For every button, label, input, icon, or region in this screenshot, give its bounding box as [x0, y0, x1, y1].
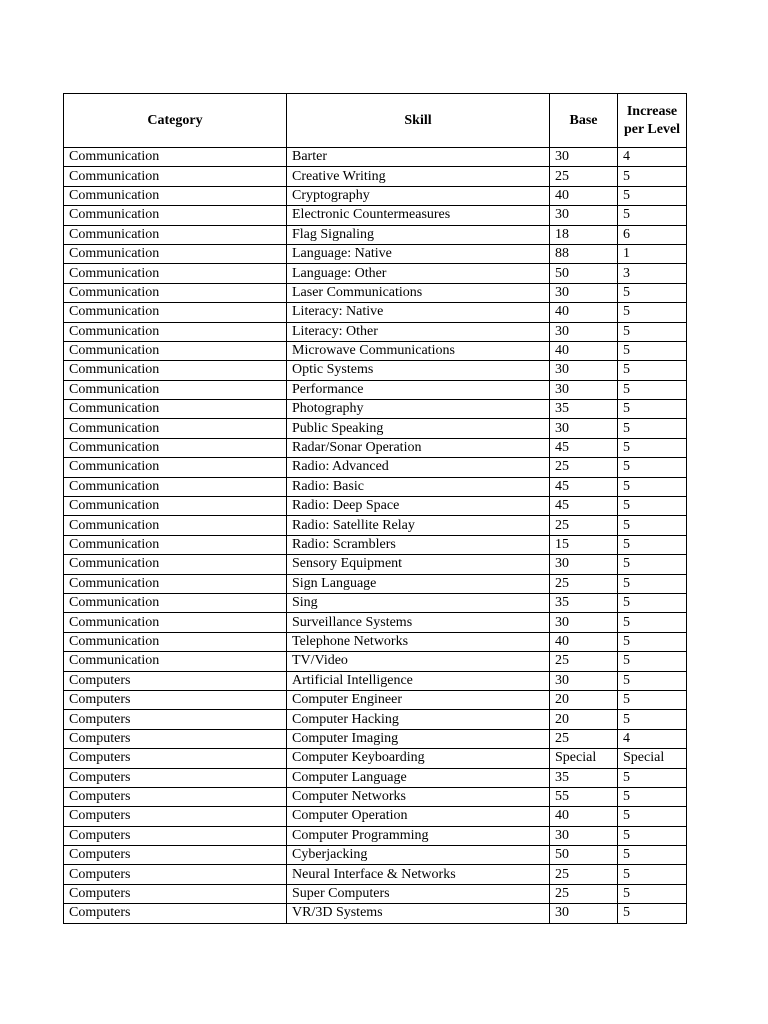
- cell-category: Computers: [64, 671, 287, 690]
- cell-category: Communication: [64, 438, 287, 457]
- cell-skill: Computer Networks: [287, 787, 550, 806]
- table-row: [64, 400, 687, 419]
- cell-increase: 5: [618, 652, 687, 671]
- cell-base: 25: [550, 167, 618, 186]
- cell-skill: Computer Engineer: [287, 690, 550, 709]
- cell-skill: TV/Video: [287, 652, 550, 671]
- cell-category: Communication: [64, 341, 287, 360]
- cell-increase: 5: [618, 167, 687, 186]
- cell-base: 45: [550, 438, 618, 457]
- cell-increase: Special: [618, 749, 687, 768]
- header-increase-per-level: Increase per Level: [618, 94, 687, 148]
- cell-category: Communication: [64, 516, 287, 535]
- table-row: [64, 826, 687, 845]
- cell-base: 30: [550, 671, 618, 690]
- cell-category: Computers: [64, 884, 287, 903]
- cell-category: Communication: [64, 206, 287, 225]
- cell-category: Communication: [64, 555, 287, 574]
- cell-increase: 5: [618, 322, 687, 341]
- cell-category: Communication: [64, 477, 287, 496]
- cell-increase: 5: [618, 186, 687, 205]
- table-row: [64, 322, 687, 341]
- cell-category: Communication: [64, 574, 287, 593]
- cell-category: Communication: [64, 167, 287, 186]
- table-row: [64, 904, 687, 923]
- cell-base: 30: [550, 380, 618, 399]
- cell-base: 18: [550, 225, 618, 244]
- cell-category: Computers: [64, 690, 287, 709]
- cell-increase: 4: [618, 729, 687, 748]
- cell-category: Communication: [64, 593, 287, 612]
- cell-category: Computers: [64, 865, 287, 884]
- cell-skill: Computer Imaging: [287, 729, 550, 748]
- table-row: [64, 497, 687, 516]
- cell-skill: Laser Communications: [287, 283, 550, 302]
- table-row: [64, 148, 687, 167]
- cell-skill: Telephone Networks: [287, 632, 550, 651]
- table-row: [64, 341, 687, 360]
- table-row: [64, 865, 687, 884]
- table-row: [64, 729, 687, 748]
- cell-skill: Computer Programming: [287, 826, 550, 845]
- cell-skill: Super Computers: [287, 884, 550, 903]
- cell-skill: Sensory Equipment: [287, 555, 550, 574]
- cell-category: Communication: [64, 380, 287, 399]
- cell-category: Communication: [64, 497, 287, 516]
- cell-base: 30: [550, 322, 618, 341]
- cell-base: 25: [550, 652, 618, 671]
- cell-skill: Microwave Communications: [287, 341, 550, 360]
- cell-increase: 5: [618, 690, 687, 709]
- table-header: [64, 94, 687, 148]
- cell-base: 25: [550, 458, 618, 477]
- table-row: [64, 303, 687, 322]
- cell-base: 30: [550, 148, 618, 167]
- cell-increase: 5: [618, 884, 687, 903]
- header-base: Base: [550, 94, 618, 148]
- cell-skill: Flag Signaling: [287, 225, 550, 244]
- cell-base: 40: [550, 807, 618, 826]
- header-skill: Skill: [287, 94, 550, 148]
- table-row: [64, 477, 687, 496]
- table-row: [64, 186, 687, 205]
- cell-base: Special: [550, 749, 618, 768]
- cell-category: Computers: [64, 768, 287, 787]
- table-row: [64, 419, 687, 438]
- table-row: [64, 632, 687, 651]
- table-row: [64, 846, 687, 865]
- cell-base: 30: [550, 419, 618, 438]
- cell-skill: Photography: [287, 400, 550, 419]
- table-row: [64, 884, 687, 903]
- cell-base: 25: [550, 865, 618, 884]
- cell-skill: Literacy: Other: [287, 322, 550, 341]
- cell-skill: Radio: Satellite Relay: [287, 516, 550, 535]
- cell-increase: 5: [618, 593, 687, 612]
- cell-increase: 1: [618, 244, 687, 263]
- cell-base: 25: [550, 884, 618, 903]
- cell-category: Computers: [64, 729, 287, 748]
- table-row: [64, 438, 687, 457]
- cell-category: Computers: [64, 749, 287, 768]
- cell-skill: Cyberjacking: [287, 846, 550, 865]
- cell-skill: Public Speaking: [287, 419, 550, 438]
- cell-increase: 4: [618, 148, 687, 167]
- cell-skill: Radio: Advanced: [287, 458, 550, 477]
- table-row: [64, 458, 687, 477]
- cell-skill: Computer Operation: [287, 807, 550, 826]
- cell-base: 30: [550, 904, 618, 923]
- cell-increase: 5: [618, 419, 687, 438]
- cell-increase: 5: [618, 516, 687, 535]
- cell-skill: Neural Interface & Networks: [287, 865, 550, 884]
- cell-category: Communication: [64, 322, 287, 341]
- cell-category: Communication: [64, 361, 287, 380]
- cell-increase: 5: [618, 283, 687, 302]
- cell-category: Communication: [64, 458, 287, 477]
- table-body: [64, 148, 687, 924]
- table-row: [64, 535, 687, 554]
- cell-category: Computers: [64, 710, 287, 729]
- cell-base: 88: [550, 244, 618, 263]
- cell-increase: 5: [618, 555, 687, 574]
- table-row: [64, 787, 687, 806]
- cell-base: 40: [550, 632, 618, 651]
- cell-category: Communication: [64, 632, 287, 651]
- cell-increase: 5: [618, 613, 687, 632]
- table-row: [64, 283, 687, 302]
- skills-table: [63, 93, 687, 924]
- cell-base: 45: [550, 477, 618, 496]
- table-row: [64, 225, 687, 244]
- cell-increase: 6: [618, 225, 687, 244]
- cell-base: 50: [550, 264, 618, 283]
- table-row: [64, 244, 687, 263]
- cell-increase: 5: [618, 865, 687, 884]
- cell-category: Communication: [64, 148, 287, 167]
- cell-base: 25: [550, 516, 618, 535]
- cell-skill: Language: Other: [287, 264, 550, 283]
- cell-category: Communication: [64, 419, 287, 438]
- cell-increase: 3: [618, 264, 687, 283]
- table-row: [64, 167, 687, 186]
- cell-skill: Literacy: Native: [287, 303, 550, 322]
- cell-category: Communication: [64, 244, 287, 263]
- table-row: [64, 749, 687, 768]
- cell-increase: 5: [618, 380, 687, 399]
- cell-base: 35: [550, 400, 618, 419]
- cell-increase: 5: [618, 904, 687, 923]
- table-row: [64, 264, 687, 283]
- header-row: [64, 94, 687, 148]
- cell-skill: Radio: Deep Space: [287, 497, 550, 516]
- cell-base: 30: [550, 283, 618, 302]
- table-row: [64, 768, 687, 787]
- cell-skill: Artificial Intelligence: [287, 671, 550, 690]
- cell-base: 15: [550, 535, 618, 554]
- cell-base: 35: [550, 593, 618, 612]
- table-row: [64, 652, 687, 671]
- cell-increase: 5: [618, 497, 687, 516]
- cell-base: 40: [550, 341, 618, 360]
- cell-skill: Surveillance Systems: [287, 613, 550, 632]
- cell-increase: 5: [618, 807, 687, 826]
- cell-skill: Computer Language: [287, 768, 550, 787]
- cell-increase: 5: [618, 438, 687, 457]
- cell-category: Communication: [64, 303, 287, 322]
- cell-base: 30: [550, 826, 618, 845]
- cell-base: 40: [550, 303, 618, 322]
- cell-base: 25: [550, 729, 618, 748]
- table-row: [64, 613, 687, 632]
- cell-category: Computers: [64, 904, 287, 923]
- table-row: [64, 380, 687, 399]
- cell-base: 50: [550, 846, 618, 865]
- table-row: [64, 361, 687, 380]
- cell-skill: Performance: [287, 380, 550, 399]
- cell-increase: 5: [618, 341, 687, 360]
- table-row: [64, 671, 687, 690]
- cell-base: 25: [550, 574, 618, 593]
- table-row: [64, 690, 687, 709]
- cell-skill: Sign Language: [287, 574, 550, 593]
- cell-increase: 5: [618, 477, 687, 496]
- cell-skill: Computer Hacking: [287, 710, 550, 729]
- cell-skill: Cryptography: [287, 186, 550, 205]
- cell-increase: 5: [618, 768, 687, 787]
- cell-category: Communication: [64, 652, 287, 671]
- cell-category: Communication: [64, 186, 287, 205]
- table-row: [64, 516, 687, 535]
- cell-skill: Barter: [287, 148, 550, 167]
- cell-category: Computers: [64, 787, 287, 806]
- cell-category: Communication: [64, 400, 287, 419]
- cell-skill: VR/3D Systems: [287, 904, 550, 923]
- cell-increase: 5: [618, 400, 687, 419]
- cell-category: Communication: [64, 283, 287, 302]
- cell-skill: Radar/Sonar Operation: [287, 438, 550, 457]
- table-row: [64, 206, 687, 225]
- cell-skill: Optic Systems: [287, 361, 550, 380]
- cell-increase: 5: [618, 632, 687, 651]
- cell-category: Communication: [64, 225, 287, 244]
- cell-base: 55: [550, 787, 618, 806]
- cell-base: 35: [550, 768, 618, 787]
- cell-base: 45: [550, 497, 618, 516]
- header-category: Category: [64, 94, 287, 148]
- cell-category: Communication: [64, 613, 287, 632]
- cell-skill: Electronic Countermeasures: [287, 206, 550, 225]
- table-row: [64, 555, 687, 574]
- cell-increase: 5: [618, 846, 687, 865]
- cell-increase: 5: [618, 574, 687, 593]
- cell-increase: 5: [618, 535, 687, 554]
- cell-base: 40: [550, 186, 618, 205]
- cell-base: 30: [550, 361, 618, 380]
- cell-category: Computers: [64, 826, 287, 845]
- table-row: [64, 807, 687, 826]
- cell-base: 30: [550, 555, 618, 574]
- cell-category: Computers: [64, 846, 287, 865]
- table-row: [64, 710, 687, 729]
- cell-increase: 5: [618, 671, 687, 690]
- cell-skill: Creative Writing: [287, 167, 550, 186]
- cell-skill: Radio: Basic: [287, 477, 550, 496]
- cell-base: 20: [550, 710, 618, 729]
- cell-skill: Sing: [287, 593, 550, 612]
- cell-increase: 5: [618, 826, 687, 845]
- cell-skill: Computer Keyboarding: [287, 749, 550, 768]
- cell-skill: Radio: Scramblers: [287, 535, 550, 554]
- cell-skill: Language: Native: [287, 244, 550, 263]
- cell-category: Computers: [64, 807, 287, 826]
- cell-increase: 5: [618, 710, 687, 729]
- cell-increase: 5: [618, 303, 687, 322]
- table-row: [64, 574, 687, 593]
- cell-category: Communication: [64, 264, 287, 283]
- cell-base: 30: [550, 613, 618, 632]
- table-row: [64, 593, 687, 612]
- cell-base: 20: [550, 690, 618, 709]
- cell-category: Communication: [64, 535, 287, 554]
- cell-increase: 5: [618, 458, 687, 477]
- cell-base: 30: [550, 206, 618, 225]
- cell-increase: 5: [618, 206, 687, 225]
- cell-increase: 5: [618, 361, 687, 380]
- cell-increase: 5: [618, 787, 687, 806]
